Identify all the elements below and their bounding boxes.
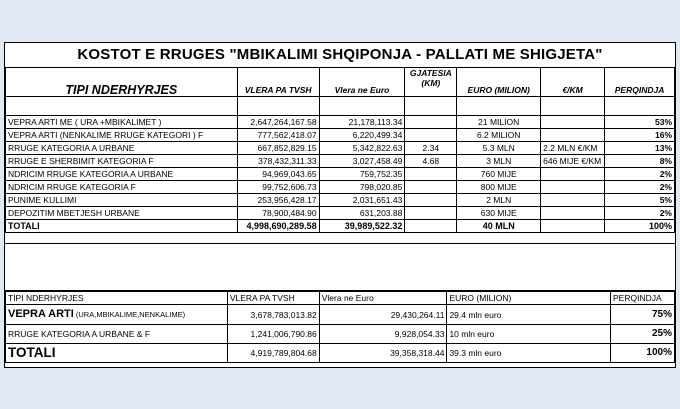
row-tipi: PUNIME KULLIMI (6, 194, 238, 207)
summary-header-milion: EURO (MILION) (447, 292, 611, 305)
row-euro-km: 2.2 MLN €/KM (541, 142, 605, 155)
row-gjatesia (405, 207, 457, 220)
summary-total-euro: 39,358,318.44 (319, 344, 447, 363)
summary-header-tipi: TIPI NDERHYRJES (6, 292, 228, 305)
summary-euro: 9,928,054.33 (319, 325, 447, 344)
row-tipi: DEPOZITIM MBETJESH URBANE (6, 207, 238, 220)
row-vlera: 94,969,043.65 (237, 168, 319, 181)
row-gjatesia: 4.68 (405, 155, 457, 168)
row-tipi: NDRICIM RRUGE KATEGORIA A URBANE (6, 168, 238, 181)
summary-tipi-main: VEPRA ARTI (8, 308, 74, 320)
row-milion: 6.2 MILION (457, 129, 541, 142)
summary-tipi-sub: (URA,MBIKALIME,NENKALIME) (73, 310, 186, 319)
total-milion: 40 MLN (457, 220, 541, 233)
summary-tipi: RRUGE KATEGORIA A URBANE & F (6, 325, 228, 344)
summary-total-vlera: 4,919,789,804.68 (227, 344, 319, 363)
row-gjatesia: 2.34 (405, 142, 457, 155)
row-euro-km (541, 181, 605, 194)
total-row (6, 220, 675, 233)
row-euro: 798,020.85 (319, 181, 405, 194)
row-euro-km (541, 207, 605, 220)
row-perq: 53% (605, 116, 675, 129)
summary-header-perq: PERQINDJA (611, 292, 675, 305)
row-milion: 3 MLN (457, 155, 541, 168)
table-row (6, 168, 675, 181)
summary-header-euro: Vlera ne Euro (319, 292, 447, 305)
summary-row (6, 325, 675, 344)
header-perqindja: PERQINDJA (605, 68, 675, 97)
total-label: TOTALI (6, 220, 238, 233)
summary-header-row (6, 292, 675, 305)
summary-total-perq: 100% (611, 344, 675, 363)
row-euro: 21,178,113.34 (319, 116, 405, 129)
summary-tipi (6, 305, 228, 325)
row-milion: 800 MIJE (457, 181, 541, 194)
summary-total-milion: 39.3 mln euro (447, 344, 611, 363)
table-row (6, 207, 675, 220)
header-euro-km: €/KM (541, 68, 605, 97)
summary-vlera: 3,678,783,013.82 (227, 305, 319, 325)
row-euro: 759,752.35 (319, 168, 405, 181)
row-euro-km: 646 MIJE €/KM (541, 155, 605, 168)
row-tipi: RRUGE E SHERBIMIT KATEGORIA F (6, 155, 238, 168)
summary-header-vlera: VLERA PA TVSH (227, 292, 319, 305)
table-header-row (6, 68, 675, 97)
row-vlera: 667,852,829.15 (237, 142, 319, 155)
row-gjatesia (405, 116, 457, 129)
cost-table-detailed (5, 67, 675, 233)
table-row (6, 142, 675, 155)
row-milion: 630 MIJE (457, 207, 541, 220)
row-perq: 2% (605, 207, 675, 220)
table-row (6, 129, 675, 142)
table-row (6, 155, 675, 168)
table-row (6, 116, 675, 129)
summary-milion: 29.4 mln euro (447, 305, 611, 325)
row-euro: 5,342,822.63 (319, 142, 405, 155)
summary-total-label: TOTALI (6, 344, 228, 363)
summary-vlera: 1,241,006,790.86 (227, 325, 319, 344)
table-row (6, 181, 675, 194)
row-milion: 760 MIJE (457, 168, 541, 181)
summary-total-row (6, 344, 675, 363)
summary-euro: 29,430,264.11 (319, 305, 447, 325)
row-perq: 5% (605, 194, 675, 207)
summary-perq: 25% (611, 325, 675, 344)
row-tipi: RRUGE KATEGORIA A URBANE (6, 142, 238, 155)
row-gjatesia (405, 129, 457, 142)
table-row (6, 194, 675, 207)
cost-table-summary (5, 291, 675, 363)
row-euro: 3,027,458.49 (319, 155, 405, 168)
row-tipi: VEPRA ARTI (NENKALIME RRUGE KATEGORI ) F (6, 129, 238, 142)
header-euro-milion: EURO (MILION) (457, 68, 541, 97)
spacer-row (6, 97, 675, 116)
total-euro: 39,989,522.32 (319, 220, 405, 233)
row-milion: 21 MILION (457, 116, 541, 129)
section-divider (5, 243, 675, 291)
header-vlera-euro: Vlera ne Euro (319, 68, 405, 97)
row-perq: 16% (605, 129, 675, 142)
row-perq: 8% (605, 155, 675, 168)
sheet-title: KOSTOT E RRUGES "MBIKALIMI SHQIPONJA - PALLATI ME SHIGJETA" (5, 43, 675, 68)
row-gjatesia (405, 181, 457, 194)
row-vlera: 78,900,484.90 (237, 207, 319, 220)
row-euro: 2,031,651.43 (319, 194, 405, 207)
row-tipi: VEPRA ARTI ME ( URA +MBIKALIMET ) (6, 116, 238, 129)
row-perq: 2% (605, 181, 675, 194)
row-gjatesia (405, 168, 457, 181)
row-vlera: 378,432,311.33 (237, 155, 319, 168)
row-milion: 5.3 MLN (457, 142, 541, 155)
cost-sheet (4, 42, 676, 368)
row-gjatesia (405, 194, 457, 207)
summary-row (6, 305, 675, 325)
row-vlera: 2,647,264,167.58 (237, 116, 319, 129)
row-perq: 2% (605, 168, 675, 181)
header-tipi: TIPI NDERHYRJES (6, 68, 238, 97)
row-tipi: NDRICIM RRUGE KATEGORIA F (6, 181, 238, 194)
total-perq: 100% (605, 220, 675, 233)
summary-perq: 75% (611, 305, 675, 325)
summary-milion: 10 mln euro (447, 325, 611, 344)
header-vlera-pa-tvsh: VLERA PA TVSH (237, 68, 319, 97)
row-euro: 631,203.88 (319, 207, 405, 220)
row-euro: 6,220,499.34 (319, 129, 405, 142)
row-vlera: 777,562,418.07 (237, 129, 319, 142)
row-perq: 13% (605, 142, 675, 155)
row-euro-km (541, 168, 605, 181)
total-vlera: 4,998,690,289.58 (237, 220, 319, 233)
row-vlera: 253,956,428.17 (237, 194, 319, 207)
row-vlera: 99,752,606.73 (237, 181, 319, 194)
row-euro-km (541, 194, 605, 207)
row-milion: 2 MLN (457, 194, 541, 207)
row-euro-km (541, 116, 605, 129)
header-gjatesia: GJATESIA (KM) (405, 68, 457, 97)
row-euro-km (541, 129, 605, 142)
